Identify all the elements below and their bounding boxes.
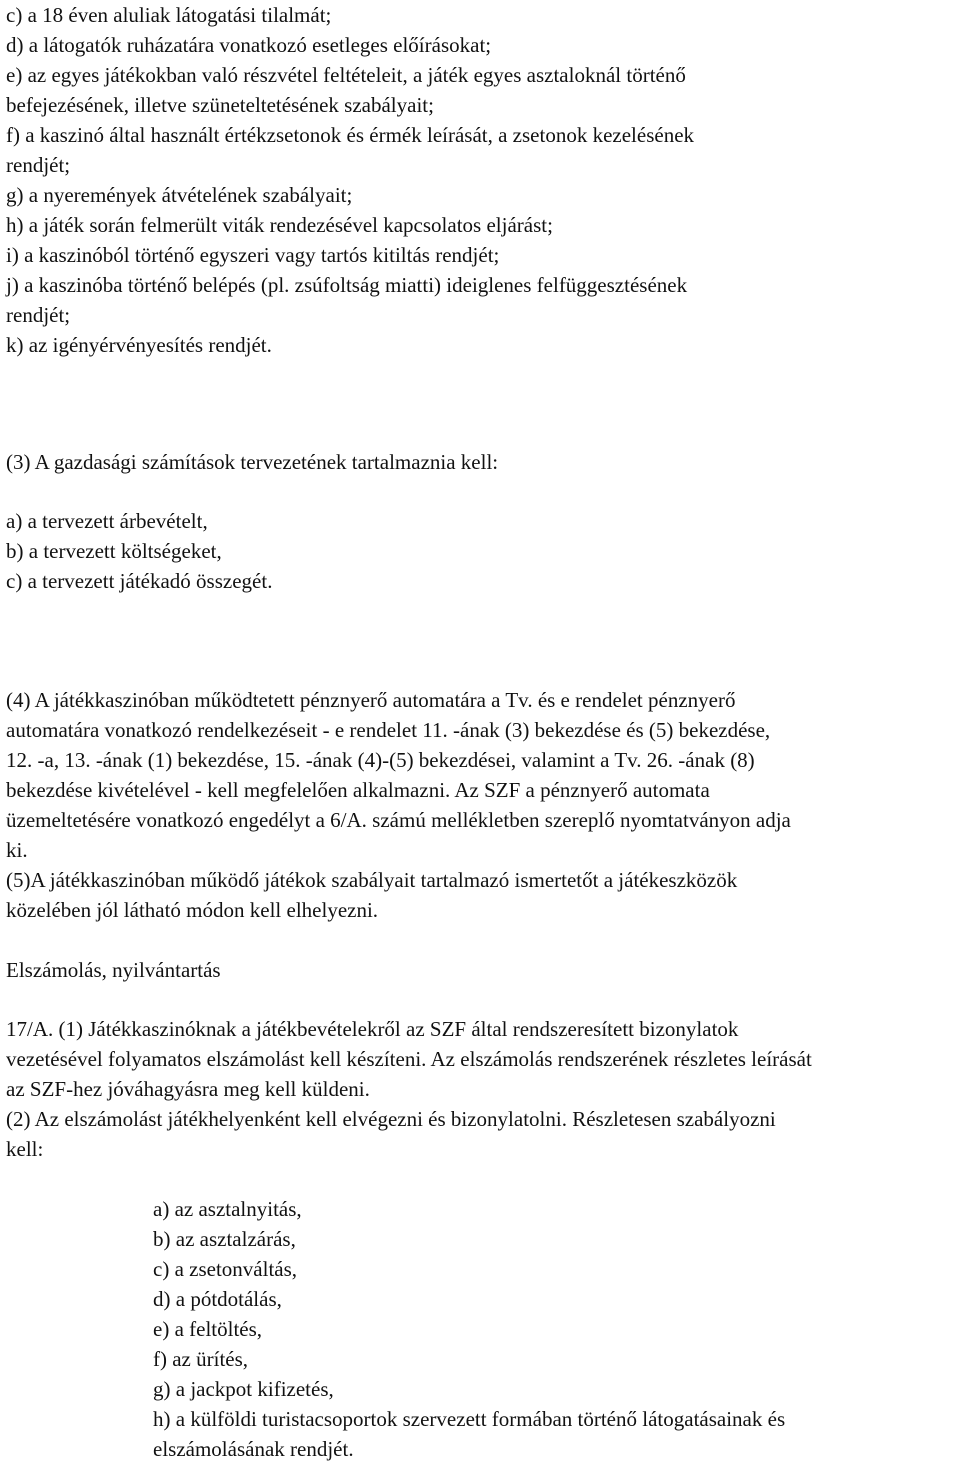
paragraph-line: 12. -a, 13. -ának (1) bekezdése, 15. -ának (4)-(5) bekezdései, valamint a Tv. 26. -ának (8) [6,748,755,772]
paragraph-line: 17/A. (1) Játékkaszinóknak a játékbevételekről az SZF által rendszeresített bizonylatok [6,1017,739,1041]
settlement-heading [6,955,221,985]
paragraph-line: bekezdése kivételével - kell megfelelően alkalmazni. Az SZF a pénznyerő automata [6,778,710,802]
paragraph-line: (4) A játékkaszinóban működtetett pénznyerő automatára a Tv. és e rendelet pénznyerő [6,688,736,712]
section-3 [6,447,498,477]
list-item: g) a jackpot kifizetés, [153,1377,334,1401]
list-item: rendjét; [6,153,71,177]
list-item: k) az igényérvényesítés rendjét. [6,333,272,357]
list-item: i) a kaszinóból történő egyszeri vagy tartós kitiltás rendjét; [6,243,500,267]
section-4 [6,685,791,925]
paragraph-line: ki. [6,838,28,862]
list-item: rendjét; [6,303,71,327]
list-item: g) a nyeremények átvételének szabályait; [6,183,353,207]
section-heading: Elszámolás, nyilvántartás [6,958,221,982]
paragraph-line: automatára vonatkozó rendelkezéseit - e rendelet 11. -ának (3) bekezdése és (5) bekezdése, [6,718,771,742]
list-continued [6,0,694,360]
list-item: h) a külföldi turistacsoportok szervezett formában történő látogatásainak és [153,1407,786,1431]
list-item: befejezésének, illetve szüneteltetésének szabályait; [6,93,434,117]
section-3-items [6,506,272,596]
list-item: f) a kaszinó által használt értékzsetonok és érmék leírását, a zsetonok kezelésének [6,123,695,147]
list-item: c) a zsetonváltás, [153,1257,298,1281]
paragraph-line: kell: [6,1137,44,1161]
list-item: b) az asztalzárás, [153,1227,296,1251]
list-item: c) a 18 éven aluliak látogatási tilalmát; [6,3,332,27]
list-item: e) az egyes játékokban való részvétel feltételeit, a játék egyes asztaloknál történő [6,63,686,87]
paragraph-line: vezetésével folyamatos elszámolást kell készíteni. Az elszámolás rendszerének részletes leírását [6,1047,812,1071]
paragraph-line: az SZF-hez jóváhagyásra meg kell küldeni. [6,1077,370,1101]
list-item: f) az ürítés, [153,1347,249,1371]
settlement-items [153,1194,785,1464]
paragraph-line: (2) Az elszámolást játékhelyenként kell elvégezni és bizonylatolni. Részletesen szabályozni [6,1107,776,1131]
section-17a [6,1014,812,1164]
section-3-heading: (3) A gazdasági számítások tervezetének tartalmaznia kell: [6,450,499,474]
list-item: j) a kaszinóba történő belépés (pl. zsúfoltság miatti) ideiglenes felfüggesztésének [6,273,688,297]
list-item: d) a látogatók ruházatára vonatkozó esetleges előírásokat; [6,33,492,57]
paragraph-line: közelében jól látható módon kell elhelyezni. [6,898,379,922]
list-item: e) a feltöltés, [153,1317,263,1341]
list-item: c) a tervezett játékadó összegét. [6,569,273,593]
list-item: a) a tervezett árbevételt, [6,509,208,533]
list-item: a) az asztalnyitás, [153,1197,302,1221]
paragraph-line: (5)A játékkaszinóban működő játékok szabályait tartalmazó ismertetőt a játékeszközök [6,868,738,892]
paragraph-line: üzemeltetésére vonatkozó engedélyt a 6/A. számú mellékletben szereplő nyomtatványon adja [6,808,791,832]
list-item: elszámolásának rendjét. [153,1437,354,1461]
list-item: h) a játék során felmerült viták rendezésével kapcsolatos eljárást; [6,213,553,237]
list-item: d) a pótdotálás, [153,1287,282,1311]
list-item: b) a tervezett költségeket, [6,539,222,563]
